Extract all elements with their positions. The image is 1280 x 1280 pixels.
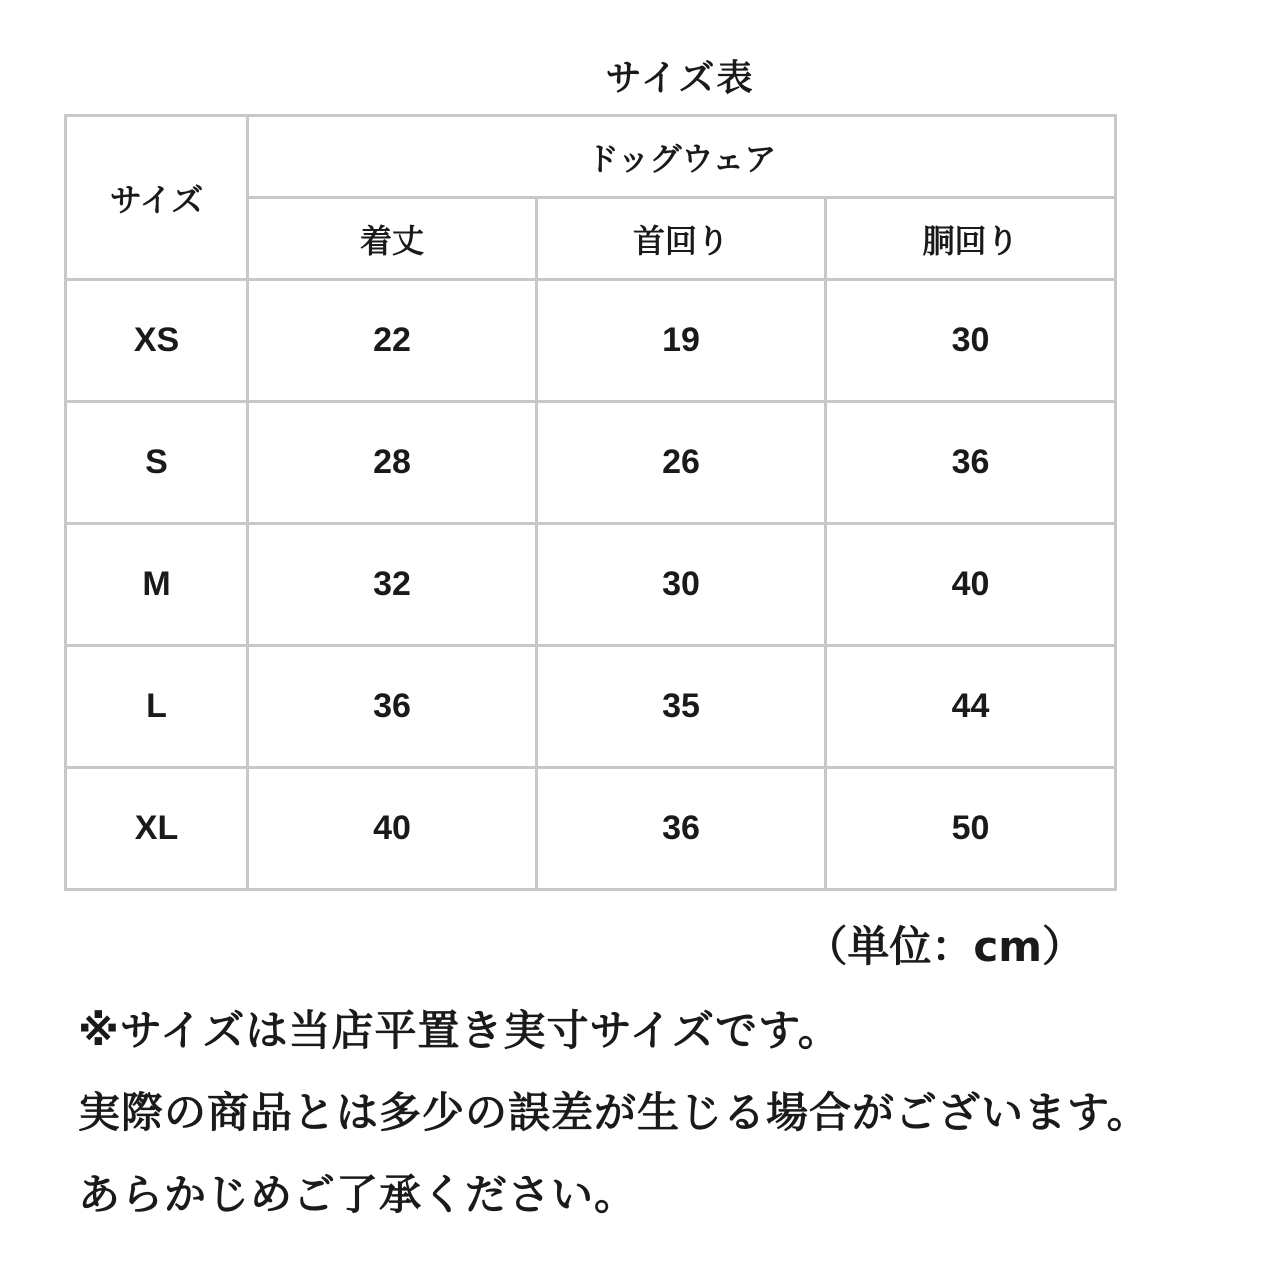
size-cell [66, 280, 248, 402]
neck-value: 35 [662, 687, 700, 725]
table-row [66, 524, 1116, 646]
note-line: 実際の商品とは多少の誤差が生じる場合がございます。 [78, 1088, 1150, 1137]
neck-value: 30 [662, 565, 700, 603]
size-label: S [145, 443, 168, 481]
value-cell [826, 768, 1116, 890]
chest-value: 40 [951, 565, 990, 603]
neck-value: 19 [662, 321, 700, 359]
column-header-neck [537, 198, 826, 280]
size-label: L [146, 687, 167, 725]
chest-value: 30 [951, 321, 990, 359]
column-header-label: 着丈 [359, 221, 424, 260]
neck-value: 36 [662, 809, 700, 847]
length-value: 32 [373, 565, 411, 603]
value-cell [248, 768, 537, 890]
group-header-label: ドッグウェア [586, 139, 777, 178]
value-cell [826, 280, 1116, 402]
table-row [66, 646, 1116, 768]
table-row [66, 280, 1116, 402]
value-cell [826, 646, 1116, 768]
page-title: サイズ表 [605, 58, 755, 99]
note-line: ※サイズは当店平置き実寸サイズです。 [78, 1006, 841, 1055]
value-cell [248, 280, 537, 402]
column-header-label: 首回り [632, 221, 729, 260]
neck-value: 26 [662, 443, 700, 481]
value-cell [537, 646, 826, 768]
value-cell [248, 646, 537, 768]
table-row [66, 768, 1116, 890]
group-header-cell [248, 116, 1116, 198]
value-cell [248, 524, 537, 646]
size-header-cell [66, 116, 248, 280]
size-table [64, 114, 1117, 891]
length-value: 28 [373, 443, 411, 481]
unit-note: （単位：cm） [805, 922, 1084, 971]
table-row [66, 402, 1116, 524]
length-value: 22 [373, 321, 411, 359]
size-cell [66, 646, 248, 768]
size-label: XS [133, 321, 180, 359]
value-cell [826, 402, 1116, 524]
length-value: 40 [373, 809, 411, 847]
value-cell [537, 402, 826, 524]
chest-value: 36 [951, 443, 990, 481]
column-header-length [248, 198, 537, 280]
note-line: あらかじめご了承ください。 [78, 1170, 638, 1219]
value-cell [537, 524, 826, 646]
column-header-chest [826, 198, 1116, 280]
size-cell [66, 768, 248, 890]
value-cell [826, 524, 1116, 646]
header-row-group [66, 116, 1116, 198]
value-cell [537, 280, 826, 402]
chest-value: 50 [951, 809, 990, 847]
size-label: M [142, 565, 171, 603]
chest-value: 44 [951, 687, 990, 725]
size-cell [66, 524, 248, 646]
length-value: 36 [373, 687, 411, 725]
column-header-label: 胴回り [922, 221, 1019, 260]
value-cell [537, 768, 826, 890]
size-header-label: サイズ [109, 180, 204, 219]
size-cell [66, 402, 248, 524]
value-cell [248, 402, 537, 524]
size-label: XL [134, 809, 179, 847]
